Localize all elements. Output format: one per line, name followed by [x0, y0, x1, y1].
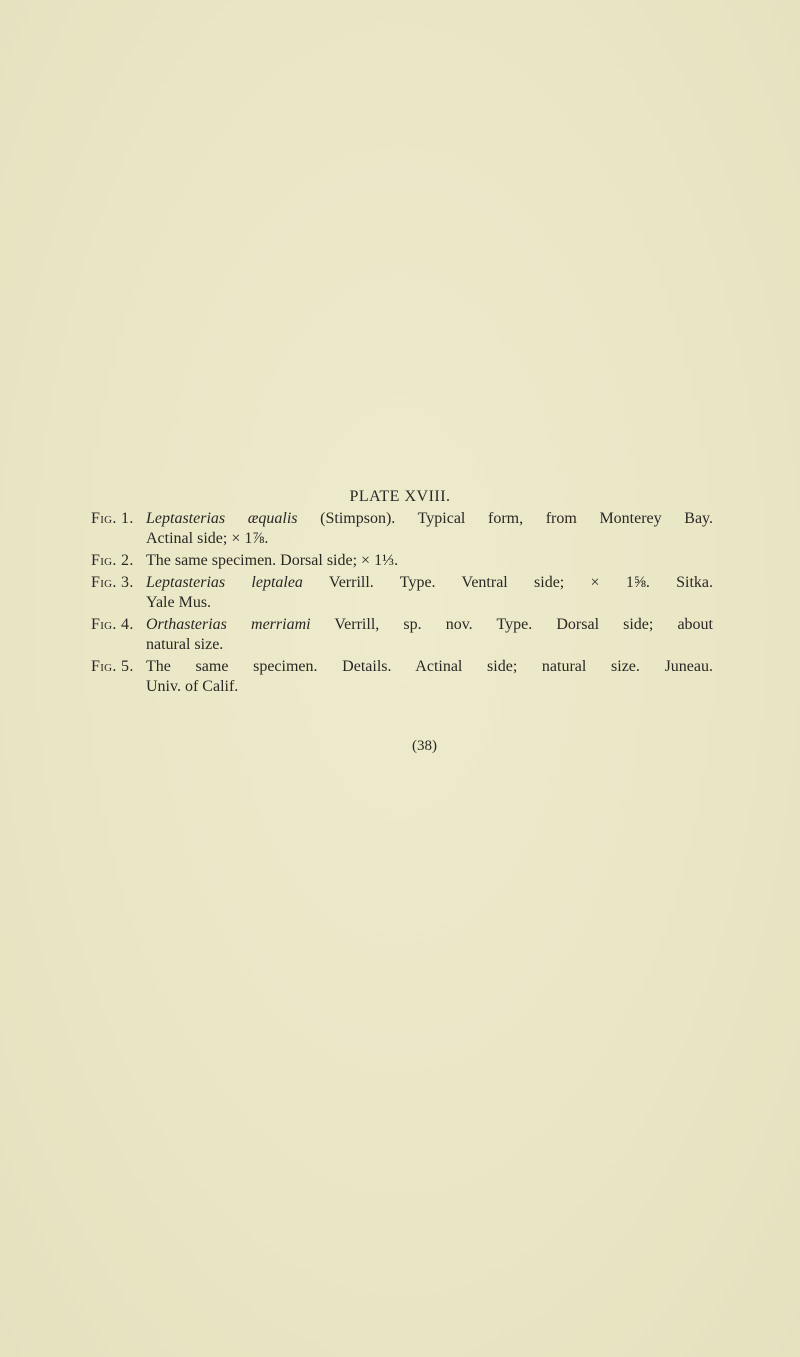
plate-title: PLATE XVIII.: [349, 488, 451, 505]
caption-line: [146, 615, 713, 635]
figure-caption-4: [91, 615, 713, 655]
page-number: (38): [412, 738, 437, 754]
figure-number: 4.: [121, 616, 134, 633]
figure-caption-1: [91, 509, 713, 549]
caption-text: The same specimen. Details. Actinal side; natural size. Juneau.: [146, 658, 713, 675]
figure-label: [91, 573, 134, 593]
caption-text: Verrill, sp. nov. Type. Dorsal side; about: [310, 616, 713, 633]
species-name: Leptasterias æqualis: [146, 510, 298, 527]
figure-label-text: Fig.: [91, 552, 117, 569]
figure-caption-5: [91, 657, 713, 697]
figure-label-text: Fig.: [91, 658, 117, 675]
caption-text: Verrill. Type. Ventral side; × 1⅝. Sitka.: [302, 574, 713, 591]
caption-continuation: Actinal side; × 1⅞.: [146, 530, 269, 547]
species-name: Leptasterias leptalea: [146, 574, 303, 591]
caption-text: The same specimen. Dorsal side; × 1⅓.: [146, 552, 399, 569]
figure-label: [91, 551, 134, 571]
caption-text: (Stimpson). Typical form, from Monterey Bay.: [297, 510, 713, 527]
figure-label: [91, 509, 134, 529]
caption-line: [146, 573, 713, 593]
caption-continuation: Univ. of Calif.: [146, 678, 239, 695]
figure-label-text: Fig.: [91, 574, 117, 591]
figure-number: 5.: [121, 658, 134, 675]
species-name: Orthasterias merriami: [146, 616, 311, 633]
figure-label-text: Fig.: [91, 510, 117, 527]
figure-label: [91, 615, 134, 635]
figure-number: 3.: [121, 574, 134, 591]
caption-continuation: natural size.: [146, 636, 224, 653]
figure-label-text: Fig.: [91, 616, 117, 633]
caption-continuation: Yale Mus.: [146, 594, 212, 611]
figure-captions: [91, 509, 713, 699]
caption-line: [146, 509, 713, 529]
figure-label: [91, 657, 134, 677]
figure-number: 2.: [121, 552, 134, 569]
figure-number: 1.: [121, 510, 134, 527]
figure-caption-3: [91, 573, 713, 613]
figure-caption-2: [91, 551, 713, 571]
